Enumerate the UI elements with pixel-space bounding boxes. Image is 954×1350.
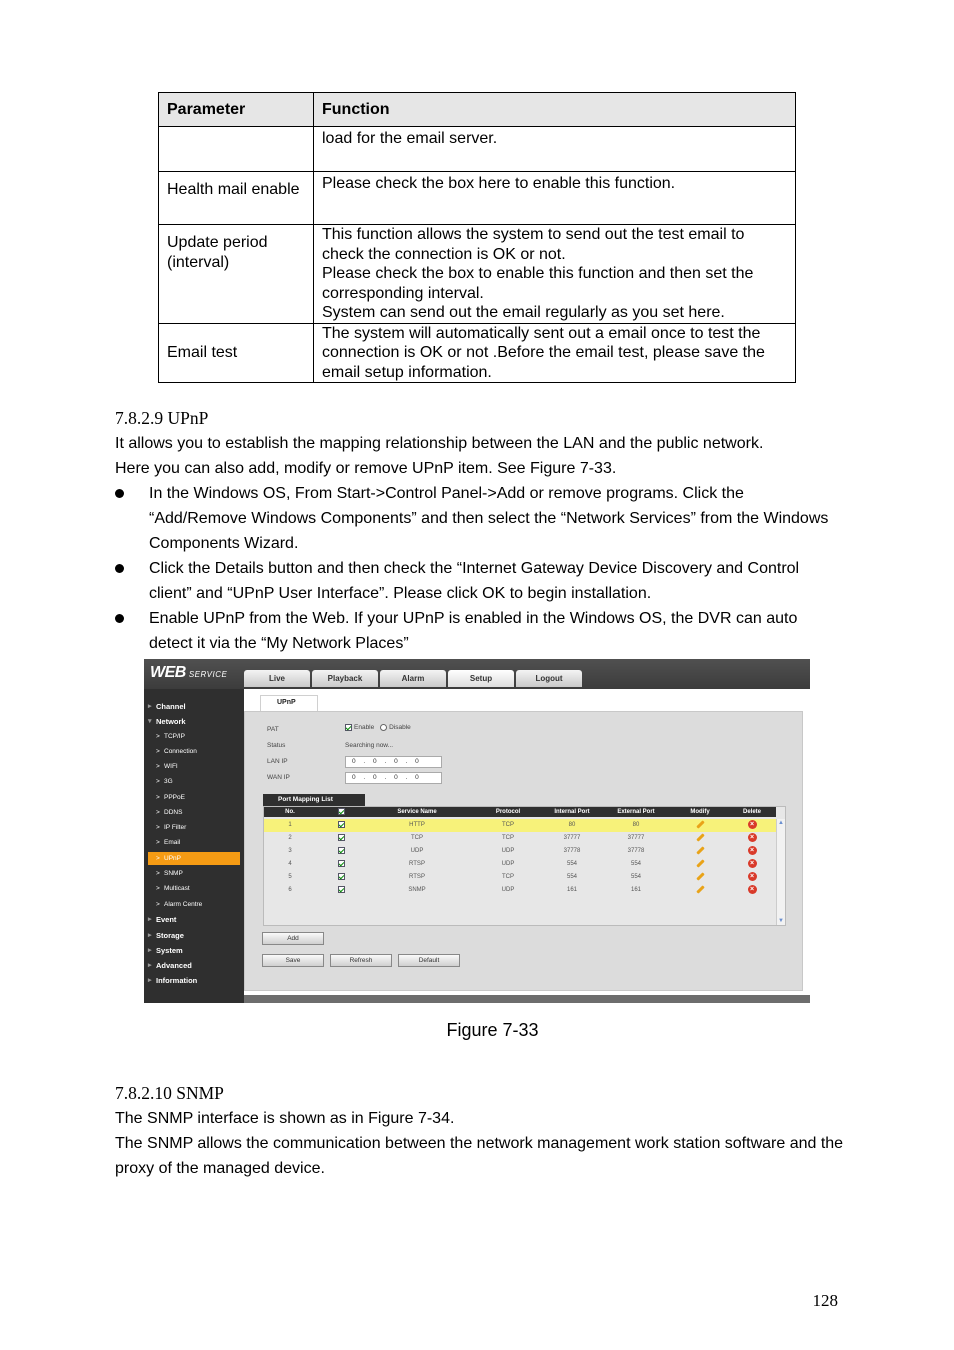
wan-ip-input[interactable]: 0 . 0 . 0 . 0 bbox=[345, 772, 442, 784]
row-delete-cell[interactable] bbox=[724, 845, 780, 858]
row-protocol: UDP bbox=[501, 887, 515, 893]
tab-upnp[interactable]: UPnP bbox=[260, 695, 318, 711]
row-external-port: 554 bbox=[630, 861, 641, 867]
list-header bbox=[264, 807, 776, 817]
table-cell-function: This function allows the system to send out the test email to check the connection is OK or not. Please check the box to enable this function and then set the corresponding interval. System can send out the email regularly as you set here. bbox=[314, 225, 796, 324]
sidebar-item-pppoe[interactable]: > PPPoE bbox=[148, 791, 240, 804]
col-external-port: External Port bbox=[617, 809, 655, 815]
sidebar-item-storage[interactable]: ▸ Storage bbox=[148, 929, 240, 942]
row-external-port: 80 bbox=[632, 822, 640, 828]
table-row[interactable] bbox=[264, 884, 776, 897]
bullet-dot-icon bbox=[115, 564, 124, 573]
sidebar-item-tcpip[interactable]: > TCP/IP bbox=[148, 730, 240, 743]
paragraph: The SNMP interface is shown as in Figure 7-34. bbox=[115, 1110, 455, 1127]
row-internal-port: 554 bbox=[566, 874, 577, 880]
select-all-checkbox[interactable] bbox=[338, 808, 345, 815]
row-no: 1 bbox=[288, 822, 292, 828]
sidebar-item-advanced[interactable]: ▸ Advanced bbox=[148, 959, 240, 972]
row-modify-cell[interactable] bbox=[672, 845, 728, 858]
row-protocol: UDP bbox=[501, 848, 515, 854]
port-mapping-list-title: Port Mapping List bbox=[263, 794, 365, 806]
table-row[interactable] bbox=[264, 832, 776, 845]
row-modify-cell[interactable] bbox=[672, 858, 728, 871]
row-checkbox[interactable] bbox=[338, 821, 345, 828]
delete-icon[interactable]: × bbox=[748, 846, 757, 855]
sidebar-item-3g[interactable]: > 3G bbox=[148, 775, 240, 788]
status-value: Searching now... bbox=[345, 742, 394, 749]
row-internal-port: 37778 bbox=[563, 848, 581, 854]
scroll-up-icon[interactable]: ▲ bbox=[778, 820, 784, 826]
sidebar-item-information[interactable]: ▸ Information bbox=[148, 974, 240, 987]
delete-icon[interactable]: × bbox=[748, 820, 757, 829]
pat-label: PAT bbox=[267, 726, 279, 733]
row-checkbox[interactable] bbox=[338, 834, 345, 841]
col-delete: Delete bbox=[742, 809, 761, 815]
page-number: 128 bbox=[812, 1291, 838, 1310]
sidebar-item-email[interactable]: > Email bbox=[148, 836, 240, 849]
sidebar-item-multicast[interactable]: > Multicast bbox=[148, 882, 240, 895]
row-internal-port: 37777 bbox=[563, 835, 581, 841]
bullet-text: Enable UPnP from the Web. If your UPnP is enabled in the Windows OS, the DVR can auto detect it via the “My Network Places” bbox=[149, 610, 798, 652]
row-no: 6 bbox=[288, 887, 292, 893]
delete-icon[interactable]: × bbox=[748, 859, 757, 868]
sidebar-item-network[interactable]: ▾ Network bbox=[148, 715, 240, 728]
delete-icon[interactable]: × bbox=[748, 872, 757, 881]
row-modify-cell[interactable] bbox=[672, 884, 728, 897]
row-no: 2 bbox=[288, 835, 292, 841]
top-bar bbox=[144, 659, 810, 689]
table-cell-function: load for the email server. bbox=[314, 127, 796, 172]
row-checkbox[interactable] bbox=[338, 873, 345, 880]
port-mapping-list bbox=[263, 806, 786, 926]
table-cell-param: Update period (interval) bbox=[159, 225, 314, 324]
row-modify-cell[interactable] bbox=[672, 871, 728, 884]
parameter-table bbox=[158, 92, 796, 383]
bullet-item bbox=[115, 556, 845, 606]
sidebar-item-channel[interactable]: ▸ Channel bbox=[148, 700, 240, 713]
row-external-port: 37778 bbox=[627, 848, 645, 854]
table-cell-param: Email test bbox=[159, 323, 314, 383]
row-checkbox-cell[interactable] bbox=[336, 871, 348, 884]
row-protocol: TCP bbox=[502, 835, 514, 841]
row-protocol: TCP bbox=[502, 874, 514, 880]
tab-live[interactable]: Live bbox=[244, 670, 310, 687]
pat-enable-checkbox[interactable] bbox=[345, 724, 352, 731]
sidebar-item-alarm-centre[interactable]: > Alarm Centre bbox=[148, 898, 240, 911]
row-service: UDP bbox=[410, 848, 424, 854]
row-delete-cell[interactable] bbox=[724, 871, 780, 884]
status-label: Status bbox=[267, 742, 286, 749]
upnp-panel bbox=[244, 711, 803, 991]
tab-alarm[interactable]: Alarm bbox=[380, 670, 446, 687]
sidebar-item-upnp[interactable]: > UPnP bbox=[148, 852, 240, 865]
bullet-item bbox=[115, 606, 845, 656]
col-modify: Modify bbox=[690, 809, 710, 815]
tab-logout[interactable]: Logout bbox=[516, 670, 582, 687]
row-internal-port: 80 bbox=[568, 822, 576, 828]
web-service-logo: WEB SERVICE bbox=[150, 664, 228, 681]
table-row bbox=[159, 225, 796, 324]
paragraph: Here you can also add, modify or remove UPnP item. See Figure 7-33. bbox=[115, 460, 617, 477]
col-select-all[interactable] bbox=[336, 807, 348, 817]
sidebar-item-event[interactable]: ▸ Event bbox=[148, 913, 240, 926]
table-cell-param bbox=[159, 127, 314, 172]
row-delete-cell[interactable] bbox=[724, 832, 780, 845]
table-row[interactable] bbox=[264, 819, 776, 832]
row-no: 4 bbox=[288, 861, 292, 867]
row-no: 3 bbox=[288, 848, 292, 854]
row-delete-cell[interactable] bbox=[724, 858, 780, 871]
col-protocol: Protocol bbox=[495, 809, 521, 815]
col-no: No. bbox=[285, 809, 295, 815]
sidebar-item-connection[interactable]: > Connection bbox=[148, 745, 240, 758]
row-service: RTSP bbox=[409, 861, 425, 867]
delete-icon[interactable]: × bbox=[748, 833, 757, 842]
scroll-down-icon[interactable]: ▼ bbox=[778, 918, 784, 924]
row-modify-cell[interactable] bbox=[672, 832, 728, 845]
sidebar-item-system[interactable]: ▸ System bbox=[148, 944, 240, 957]
row-service: RTSP bbox=[409, 874, 425, 880]
content-area bbox=[244, 689, 810, 995]
sidebar bbox=[144, 689, 244, 1003]
row-external-port: 37777 bbox=[627, 835, 645, 841]
row-protocol: UDP bbox=[501, 861, 515, 867]
pat-disable-label: Disable bbox=[389, 724, 411, 732]
row-service: TCP bbox=[411, 835, 423, 841]
row-external-port: 554 bbox=[630, 874, 641, 880]
table-cell-param: Health mail enable bbox=[159, 172, 314, 225]
sidebar-item-snmp[interactable]: > SNMP bbox=[148, 867, 240, 880]
table-row[interactable] bbox=[264, 858, 776, 871]
pencil-icon[interactable] bbox=[696, 833, 704, 841]
table-row[interactable] bbox=[264, 845, 776, 858]
row-internal-port: 161 bbox=[566, 887, 577, 893]
add-button[interactable]: Add bbox=[262, 932, 324, 945]
row-checkbox-cell[interactable] bbox=[336, 832, 348, 845]
pat-options bbox=[345, 724, 411, 731]
table-header-function: Function bbox=[314, 93, 796, 127]
tab-setup[interactable]: Setup bbox=[448, 670, 514, 687]
row-service: SNMP bbox=[408, 887, 426, 893]
row-checkbox-cell[interactable] bbox=[336, 884, 348, 897]
sidebar-item-ip-filter[interactable]: > IP Filter bbox=[148, 821, 240, 834]
row-external-port: 161 bbox=[630, 887, 641, 893]
save-button[interactable]: Save bbox=[262, 954, 324, 967]
row-no: 5 bbox=[288, 874, 292, 880]
row-modify-cell[interactable] bbox=[672, 819, 728, 832]
bullet-dot-icon bbox=[115, 614, 124, 623]
figure-caption: Figure 7-33 bbox=[446, 1020, 539, 1040]
row-checkbox-cell[interactable] bbox=[336, 858, 348, 871]
table-cell-function: Please check the box here to enable this function. bbox=[314, 172, 796, 225]
row-checkbox[interactable] bbox=[338, 886, 345, 893]
table-row bbox=[159, 172, 796, 225]
col-service-name: Service Name bbox=[397, 809, 437, 815]
paragraph: It allows you to establish the mapping relationship between the LAN and the public network. bbox=[115, 435, 764, 452]
list-scrollbar[interactable] bbox=[776, 819, 785, 925]
pencil-icon[interactable] bbox=[696, 846, 704, 854]
bullet-item bbox=[115, 481, 845, 556]
row-delete-cell[interactable] bbox=[724, 884, 780, 897]
sidebar-item-wifi[interactable]: > WIFI bbox=[148, 760, 240, 773]
upnp-screenshot bbox=[144, 659, 810, 1003]
pencil-icon[interactable] bbox=[696, 820, 704, 828]
tab-playback[interactable]: Playback bbox=[312, 670, 378, 687]
pencil-icon[interactable] bbox=[696, 885, 704, 893]
refresh-button[interactable]: Refresh bbox=[330, 954, 392, 967]
section-heading-upnp: 7.8.2.9 UPnP bbox=[115, 408, 209, 428]
table-header-parameter: Parameter bbox=[159, 93, 314, 127]
bullet-text: Click the Details button and then check the “Internet Gateway Device Discovery and Control client” and “UPnP User Interface”. Please click OK to begin installation. bbox=[149, 560, 800, 602]
lan-ip-label: LAN IP bbox=[267, 758, 288, 765]
row-internal-port: 554 bbox=[566, 861, 577, 867]
table-cell-function: The system will automatically sent out a email once to test the connection is OK or not .Before the email test, please save the email setup information. bbox=[314, 323, 796, 383]
table-row[interactable] bbox=[264, 871, 776, 884]
pencil-icon[interactable] bbox=[696, 872, 704, 880]
row-checkbox[interactable] bbox=[338, 860, 345, 867]
row-delete-cell[interactable] bbox=[724, 819, 780, 832]
lan-ip-input[interactable]: 0 . 0 . 0 . 0 bbox=[345, 756, 442, 768]
table-row bbox=[159, 323, 796, 383]
pat-enable-label: Enable bbox=[354, 724, 375, 732]
wan-ip-label: WAN IP bbox=[267, 774, 290, 781]
delete-icon[interactable]: × bbox=[748, 885, 757, 894]
bullet-text: In the Windows OS, From Start->Control Panel->Add or remove programs. Click the “Add/Remove Windows Components” and then select the “Network Services” from the Windows Components Wizard. bbox=[149, 485, 829, 552]
row-checkbox-cell[interactable] bbox=[336, 845, 348, 858]
section-heading-snmp: 7.8.2.10 SNMP bbox=[115, 1083, 224, 1103]
row-service: HTTP bbox=[409, 822, 425, 828]
bullet-dot-icon bbox=[115, 489, 124, 498]
row-protocol: TCP bbox=[502, 822, 514, 828]
col-internal-port: Internal Port bbox=[554, 809, 590, 815]
pat-disable-radio[interactable] bbox=[380, 724, 387, 731]
default-button[interactable]: Default bbox=[398, 954, 460, 967]
sidebar-item-ddns[interactable]: > DDNS bbox=[148, 806, 240, 819]
pencil-icon[interactable] bbox=[696, 859, 704, 867]
paragraph: The SNMP allows the communication between the network management work station software and the proxy of the managed device. bbox=[115, 1135, 844, 1177]
table-header-row bbox=[159, 93, 796, 127]
row-checkbox[interactable] bbox=[338, 847, 345, 854]
table-row bbox=[159, 127, 796, 172]
row-checkbox-cell[interactable] bbox=[336, 819, 348, 832]
